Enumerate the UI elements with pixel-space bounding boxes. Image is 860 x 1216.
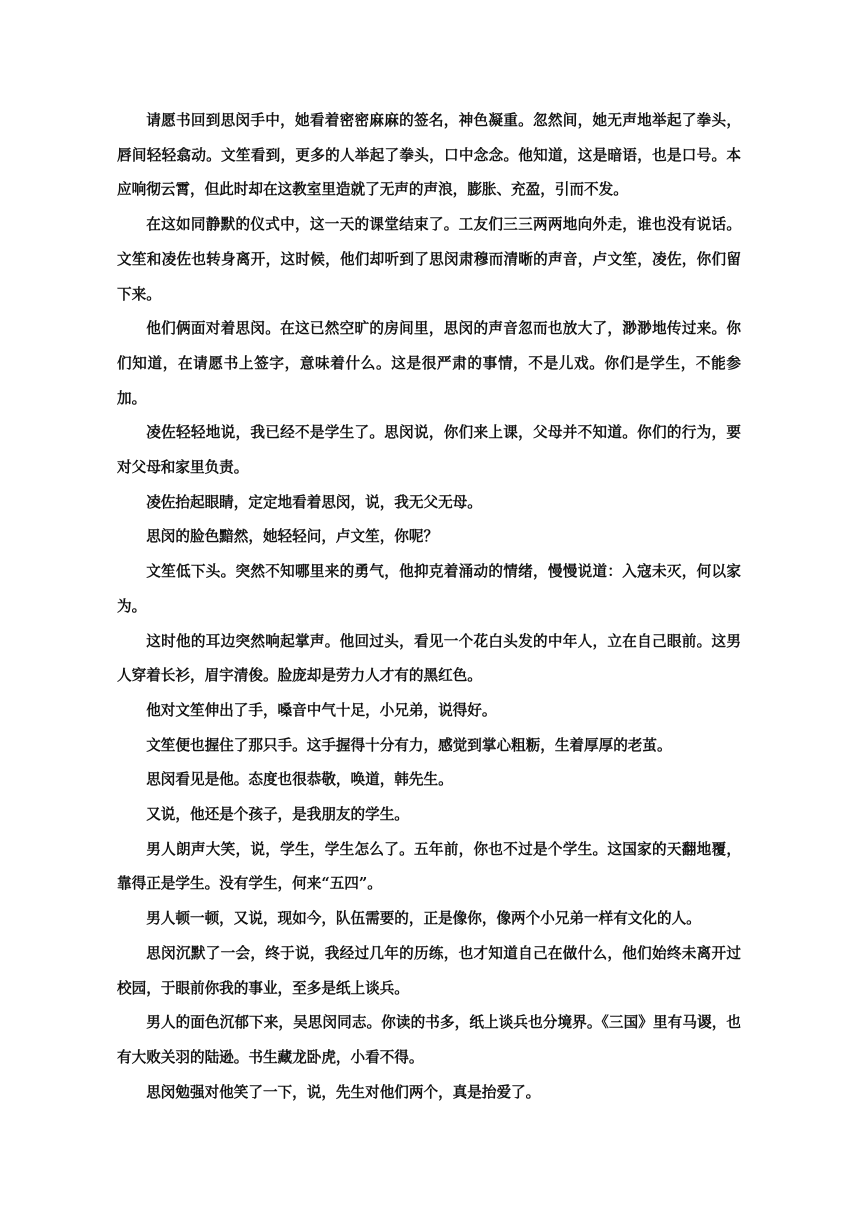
paragraph: 请愿书回到思闵手中，她看着密密麻麻的签名，神色凝重。忽然间，她无声地举起了拳头，唇间轻轻翕动。文笙看到，更多的人举起了拳头，口中念念。他知道，这是暗语，也是口号。本应响彻云霄，但此时却在这教室里造就了无声的声浪，膨胀、充盈，引而不发。 [117, 112, 741, 199]
paragraph: 男人的面色沉郁下来，吴思闵同志。你读的书多，纸上谈兵也分境界。《三国》里有马谡，也有大败关羽的陆逊。书生藏龙卧虎，小看不得。 [117, 1014, 741, 1066]
paragraph: 这时他的耳边突然响起掌声。他回过头，看见一个花白头发的中年人，立在自己眼前。这男人穿着长衫，眉宇清俊。脸庞却是劳力人才有的黑红色。 [117, 632, 741, 685]
paragraph: 男人朗声大笑，说，学生，学生怎么了。五年前，你也不过是个学生。这国家的天翻地覆，靠得正是学生。没有学生，何来“五四”。 [117, 840, 741, 893]
paragraph: 凌佐抬起眼睛，定定地看着思闵，说，我无父无母。 [146, 493, 482, 511]
document-body [117, 104, 741, 1110]
paragraph: 思闵沉默了一会，终于说，我经过几年的历练，也才知道自己在做什么，他们始终未离开过校园，于眼前你我的事业，至多是纸上谈兵。 [117, 944, 741, 997]
paragraph: 在这如同静默的仪式中，这一天的课堂结束了。工友们三三两两地向外走，谁也没有说话。文笙和凌佐也转身离开，这时候，他们却听到了思闵肃穆而清晰的声音，卢文笙，凌佐，你们留下来。 [117, 216, 741, 303]
paragraph: 凌佐轻轻地说，我已经不是学生了。思闵说，你们来上课，父母并不知道。你们的行为，要对父母和家里负责。 [117, 424, 741, 477]
paragraph: 又说，他还是个孩子，是我朋友的学生。 [146, 806, 409, 824]
paragraph: 思闵的脸色黯然，她轻轻问，卢文笙，你呢？ [146, 528, 439, 546]
paragraph: 文笙便也握住了那只手。这手握得十分有力，感觉到掌心粗粝，生着厚厚的老茧。 [146, 736, 672, 754]
paragraph: 男人顿一顿，又说，现如今，队伍需要的，正是像你，像两个小兄弟一样有文化的人。 [146, 910, 701, 928]
paragraph: 文笙低下头。突然不知哪里来的勇气，他抑克着涌动的情绪，慢慢说道：入寇未灭，何以家为。 [117, 563, 741, 615]
paragraph: 思闵勉强对他笑了一下，说，先生对他们两个，真是抬爱了。 [146, 1083, 541, 1101]
paragraph: 他对文笙伸出了手，嗓音中气十足，小兄弟，说得好。 [146, 701, 497, 719]
paragraph: 思闵看见是他。态度也很恭敬，唤道，韩先生。 [146, 771, 453, 789]
paragraph: 他们俩面对着思闵。在这已然空旷的房间里，思闵的声音忽而也放大了，渺渺地传过来。你们知道，在请愿书上签字，意味着什么。这是很严肃的事情，不是儿戏。你们是学生，不能参加。 [117, 320, 741, 407]
